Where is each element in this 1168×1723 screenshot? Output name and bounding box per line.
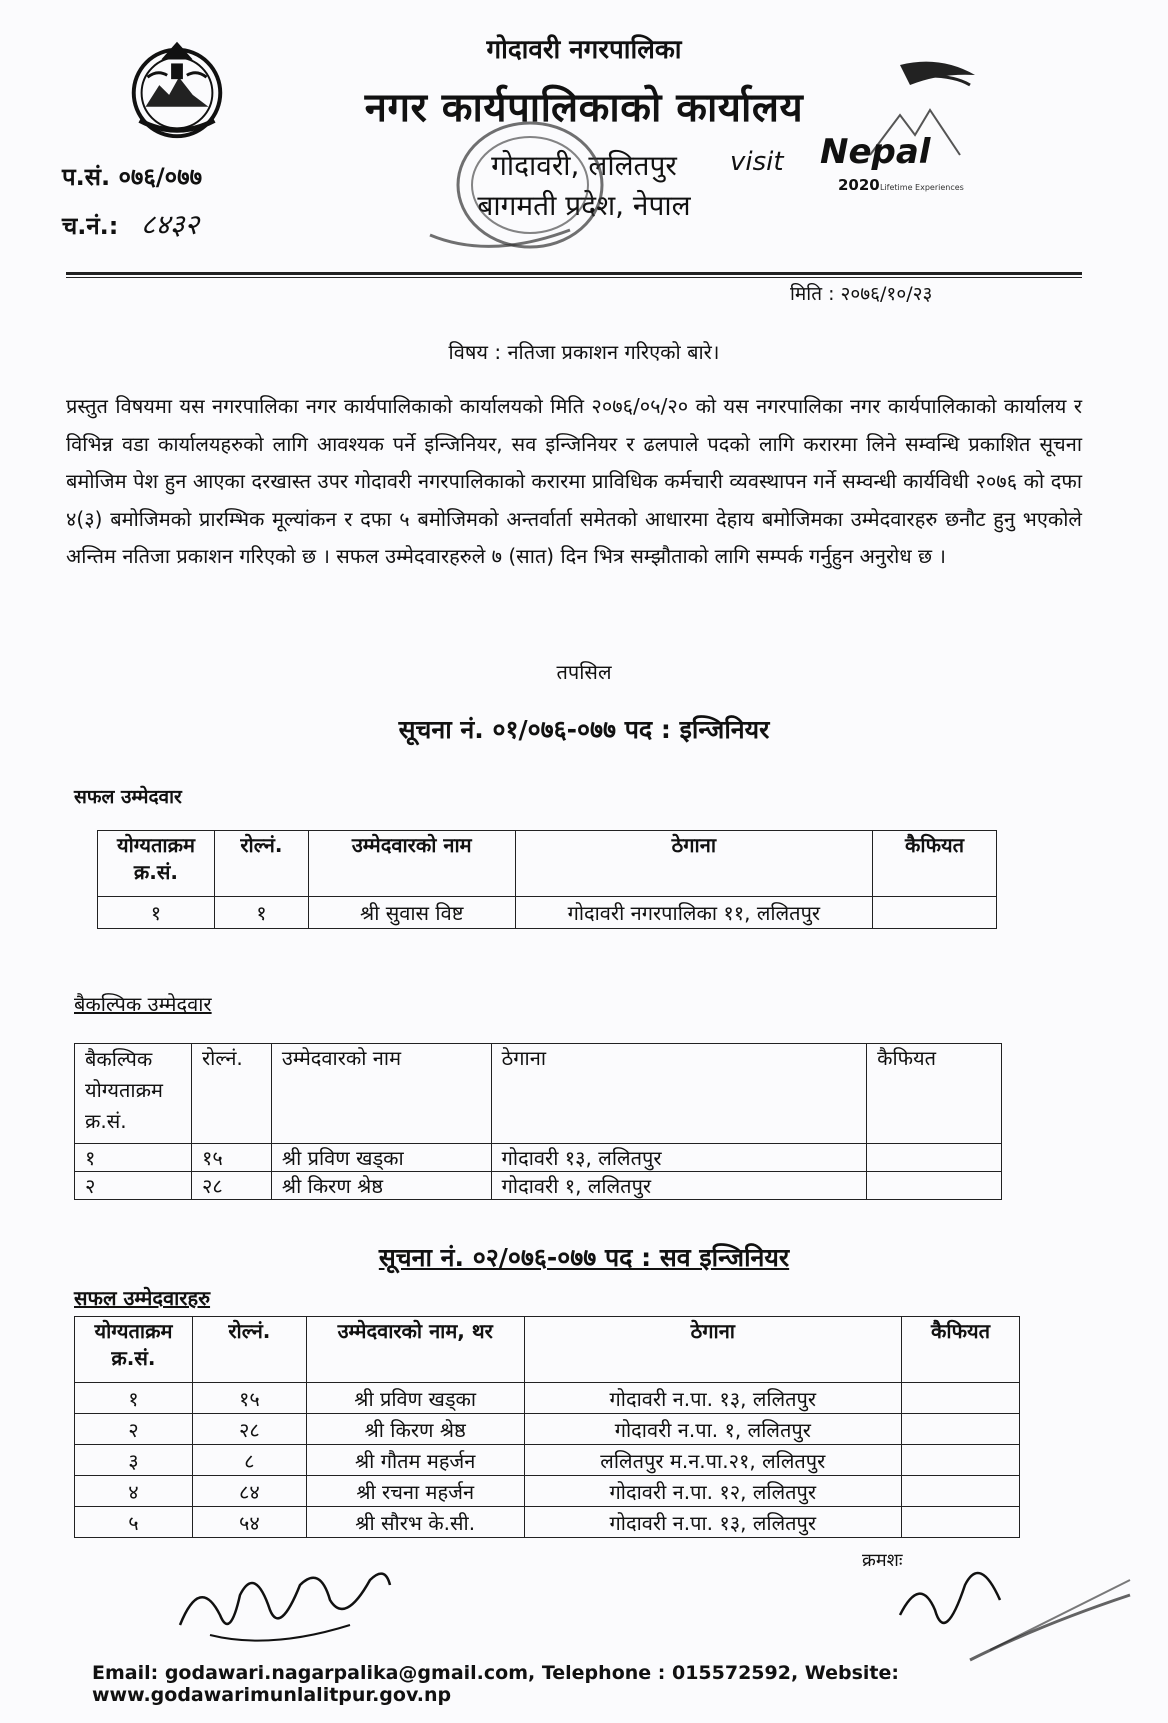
table-row xyxy=(75,1445,1020,1476)
cell-roll: ८४ xyxy=(192,1476,306,1507)
cell-remarks xyxy=(902,1383,1020,1414)
tapsil-heading: तपसिल xyxy=(556,660,612,684)
cell-rank: ४ xyxy=(75,1476,193,1507)
table-row xyxy=(75,1383,1020,1414)
col-address: ठेगाना xyxy=(515,831,872,897)
cell-address: गोदावरी न.पा. १२, ललितपुर xyxy=(524,1476,901,1507)
cell-name: श्री किरण श्रेष्ठ xyxy=(271,1172,491,1200)
col-roll: रोल्नं. xyxy=(192,1317,306,1383)
reference-ps xyxy=(62,160,202,193)
col-remarks: कैफियत xyxy=(873,831,997,897)
cell-rank: २ xyxy=(75,1172,192,1200)
continued-marker: क्रमशः xyxy=(862,1550,903,1571)
cell-roll: ५४ xyxy=(192,1507,306,1538)
body-paragraph: प्रस्तुत विषयमा यस नगरपालिका नगर कार्यपालिकाको कार्यालयको मिति २०७६/०५/२० को यस नगरपालिका नगर कार्यपालिकाको कार्यालय र विभिन्न वडा कार्यालयहरुको लागि आवश्यक पर्ने इन्जिनियर, सव इन्जिनियर र ढलपाले पदको लागि करारमा लिने सम्वन्धि प्रकाशित सूचना बमोजिम पेश हुन आएका दरखास्त उपर गोदावरी नगरपालिकाको करारमा प्राविधिक कर्मचारी व्यवस्थापन गर्ने सम्वन्धी कार्यविधी २०७६ को दफा ४(३) बमोजिमको प्रारम्भिक मूल्यांकन र दफा ५ बमोजिमको अन्तर्वार्ता समेतको आधारमा देहाय बमोजिमका उम्मेदवारहरु छनौट हुनु भएकोले अन्तिम नतिजा प्रकाशन गरिएको छ । सफल उम्मेदवारहरुले ७ (सात) दिन भित्र सम्झौताको लागि सम्पर्क गर्नुहुन अनुरोध छ । xyxy=(66,394,1082,568)
cell-name: श्री प्रविण खड्का xyxy=(271,1144,491,1172)
cell-remarks xyxy=(902,1414,1020,1445)
footer-contact: Email: godawari.nagarpalika@gmail.com, Telephone : 015572592, Website: www.godawarimunlalitpur.gov.np xyxy=(92,1662,899,1706)
cell-name: श्री रचना महर्जन xyxy=(306,1476,524,1507)
cell-roll: १५ xyxy=(191,1144,271,1172)
table-row xyxy=(75,1144,1002,1172)
cell-remarks xyxy=(867,1172,1002,1200)
notice1-successful-table xyxy=(97,830,997,929)
office-title: नगर कार्यपालिकाको कार्यालय xyxy=(364,85,804,131)
visit-year: 2020 xyxy=(838,176,880,194)
cell-roll: २८ xyxy=(192,1414,306,1445)
reference-cn xyxy=(62,205,199,243)
col-rank: योग्यताक्रम क्र.सं. xyxy=(75,1317,193,1383)
cell-rank: १ xyxy=(75,1144,192,1172)
visit-nepal-logo-icon xyxy=(730,55,990,200)
municipality-name: गोदावरी नगरपालिका xyxy=(486,35,682,65)
left-signature-icon xyxy=(170,1555,400,1655)
cell-name: श्री सौरभ के.सी. xyxy=(306,1507,524,1538)
office-stamp-icon xyxy=(420,110,620,270)
cn-value: ८४३२ xyxy=(140,208,200,241)
col-rank: योग्यताक्रम क्र.सं. xyxy=(98,831,215,897)
cell-name: श्री सुवास विष्ट xyxy=(308,897,515,929)
cell-address: गोदावरी न.पा. १३, ललितपुर xyxy=(524,1383,901,1414)
col-roll: रोल्नं. xyxy=(214,831,308,897)
letter-subject: विषय : नतिजा प्रकाशन गरिएको बारे। xyxy=(448,340,720,364)
cell-address: ललितपुर म.न.पा.२१, ललितपुर xyxy=(524,1445,901,1476)
header-rule xyxy=(66,272,1082,275)
cell-address: गोदावरी १, ललितपुर xyxy=(491,1172,866,1200)
col-name: उम्मेदवारको नाम, थर xyxy=(306,1317,524,1383)
cell-rank: ५ xyxy=(75,1507,193,1538)
cell-roll: १ xyxy=(214,897,308,929)
table-header-row xyxy=(98,831,997,897)
col-name: उम्मेदवारको नाम xyxy=(271,1044,491,1144)
col-alt-rank: बैकल्पिक योग्यताक्रम क्र.सं. xyxy=(75,1044,192,1144)
cell-roll: १५ xyxy=(192,1383,306,1414)
cell-name: श्री किरण श्रेष्ठ xyxy=(306,1414,524,1445)
right-signature-icon xyxy=(880,1555,1140,1665)
cell-address: गोदावरी न.पा. १३, ललितपुर xyxy=(524,1507,901,1538)
ps-label: प.सं. xyxy=(62,163,111,191)
cell-address: गोदावरी नगरपालिका ११, ललितपुर xyxy=(515,897,872,929)
cell-remarks xyxy=(902,1445,1020,1476)
table-row xyxy=(75,1414,1020,1445)
col-remarks: कैफियत xyxy=(867,1044,1002,1144)
col-name: उम्मेदवारको नाम xyxy=(308,831,515,897)
ps-value: ०७६/०७७ xyxy=(118,163,203,191)
cell-roll: ८ xyxy=(192,1445,306,1476)
visit-tagline: Lifetime Experiences xyxy=(880,183,964,192)
cell-rank: १ xyxy=(75,1383,193,1414)
table-header-row xyxy=(75,1317,1020,1383)
header-rule-thin xyxy=(66,277,1082,278)
col-address: ठेगाना xyxy=(491,1044,866,1144)
notice1-alternate-label: बैकल्पिक उम्मेदवार xyxy=(74,992,212,1016)
col-address: ठेगाना xyxy=(524,1317,901,1383)
cell-name: श्री प्रविण खड्का xyxy=(306,1383,524,1414)
nepal-text: Nepal xyxy=(820,132,931,172)
cell-remarks xyxy=(867,1144,1002,1172)
table-row xyxy=(75,1476,1020,1507)
cell-address: गोदावरी न.पा. १, ललितपुर xyxy=(524,1414,901,1445)
cell-address: गोदावरी १३, ललितपुर xyxy=(491,1144,866,1172)
table-row xyxy=(75,1172,1002,1200)
letter-date: मिति : २०७६/१०/२३ xyxy=(790,283,933,305)
col-remarks: कैफियत xyxy=(902,1317,1020,1383)
notice2-title: सूचना नं. ०२/०७६-०७७ पद : सव इन्जिनियर xyxy=(378,1243,790,1272)
notice2-successful-label: सफल उम्मेदवारहरु xyxy=(74,1286,211,1310)
cell-name: श्री गौतम महर्जन xyxy=(306,1445,524,1476)
cell-remarks xyxy=(902,1476,1020,1507)
office-province: बागमती प्रदेश, नेपाल xyxy=(477,189,691,222)
cell-rank: ३ xyxy=(75,1445,193,1476)
notice2-successful-table xyxy=(74,1316,1020,1538)
cell-remarks xyxy=(873,897,997,929)
notice1-alternate-table xyxy=(74,1043,1002,1200)
cell-rank: २ xyxy=(75,1414,193,1445)
notice1-successful-label: सफल उम्मेदवार xyxy=(74,786,182,808)
cell-remarks xyxy=(902,1507,1020,1538)
col-roll: रोल्नं. xyxy=(191,1044,271,1144)
notice1-title: सूचना नं. ०१/०७६-०७७ पद : इन्जिनियर xyxy=(398,715,770,744)
table-header-row xyxy=(75,1044,1002,1144)
table-row xyxy=(98,897,997,929)
cell-rank: १ xyxy=(98,897,215,929)
office-location: गोदावरी, ललितपुर xyxy=(491,149,677,182)
cn-label: च.नं.: xyxy=(62,212,119,240)
visit-text: visit xyxy=(730,147,784,177)
table-row xyxy=(75,1507,1020,1538)
cell-roll: २८ xyxy=(191,1172,271,1200)
